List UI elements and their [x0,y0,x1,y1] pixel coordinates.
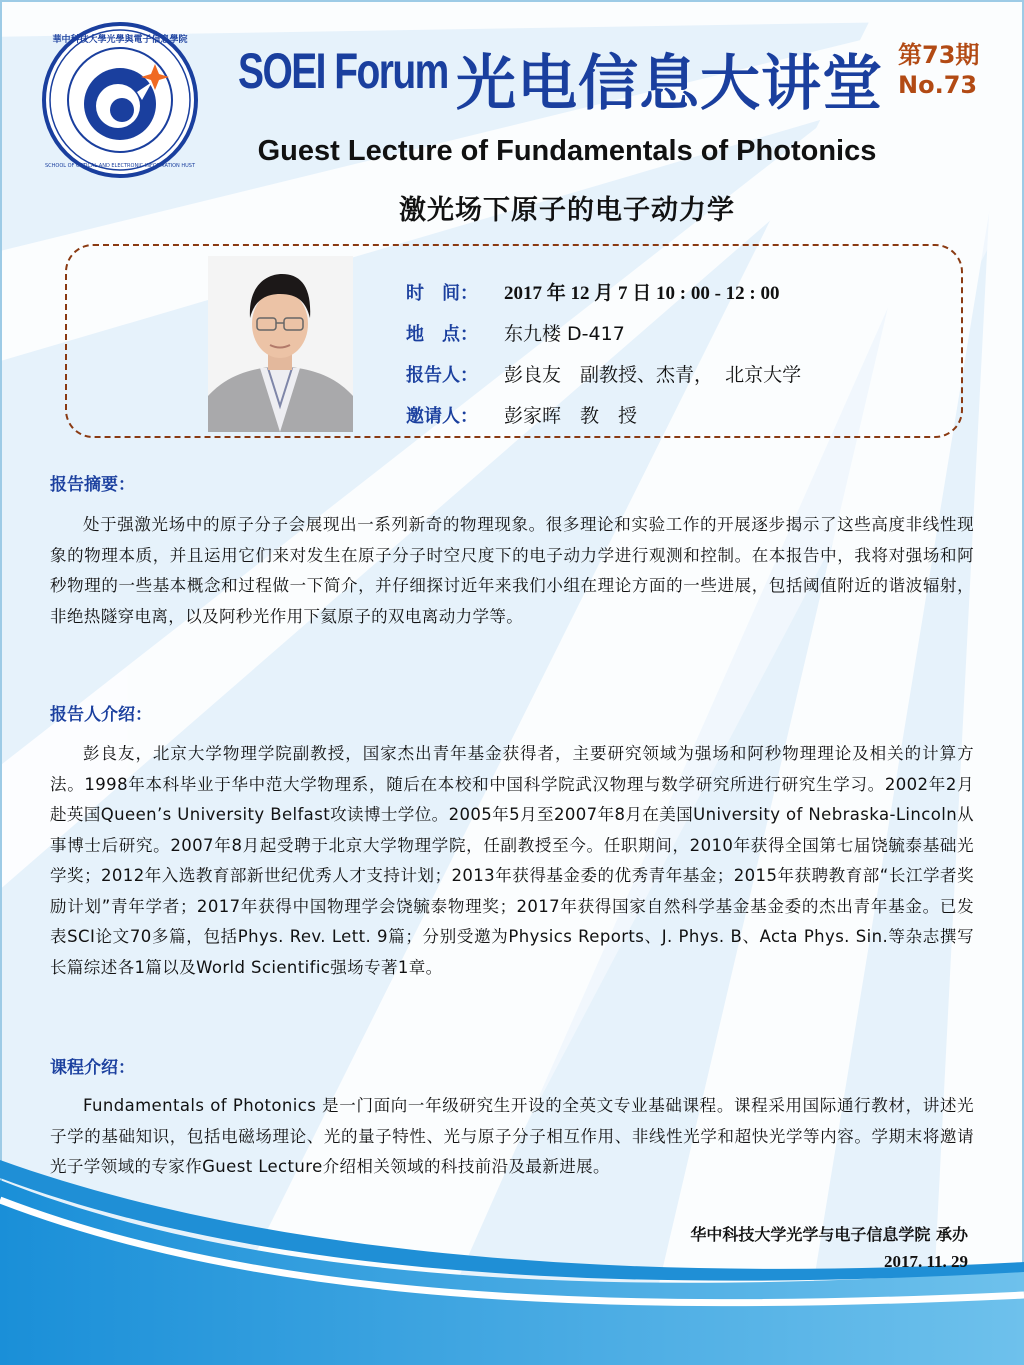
host-label: 邀请人： [406,405,478,427]
speaker-photo [208,256,353,432]
course-intro-heading: 课程介绍： [50,1058,135,1078]
location-label: 地 点： [406,323,478,345]
abstract-heading: 报告摘要： [50,475,135,495]
lecture-title: 激光场下原子的电子动力学 [399,195,735,226]
issue-number [898,40,979,100]
time-value: 2017 年 12 月 7 日 10 : 00 - 12 : 00 [504,283,780,304]
time-label: 时 间： [406,282,478,304]
speaker-label: 报告人： [406,364,478,386]
forum-name-cn: 光电信息大讲堂 [456,49,883,119]
notice-date: 2017. 11. 29 [883,1252,968,1271]
speaker-bio-heading: 报告人介绍： [50,705,152,725]
host-value: 彭家晖 教 授 [504,405,638,427]
issue-number-en: No.73 [898,71,978,99]
issue-number-cn: 第73期 [898,41,980,69]
info-row-time [406,271,801,312]
speaker-value: 彭良友 副教授、杰青， 北京大学 [504,364,802,386]
svg-text:SCHOOL OF OPTICAL AND ELECTRON: SCHOOL OF OPTICAL AND ELECTRONIC INFORMATION HUST [44,163,196,169]
lecture-info [406,271,801,435]
svg-text:華中科技大學光學與電子信息學院: 華中科技大學光學與電子信息學院 [52,35,188,45]
lecture-series-title: Guest Lecture of Fundamentals of Photonics [257,135,877,167]
organizer: 华中科技大学光学与电子信息学院 承办 [690,1225,968,1244]
course-intro-text: Fundamentals of Photonics 是一门面向一年级研究生开设的全英文专业基础课程。课程采用国际通行教材，讲述光子学的基础知识，包括电磁场理论、光的量子特性、光与原子分子相互作用、非线性光学和超快光学等内容。学期末将邀请光子学领域的专家作Guest Lecture介绍相关领域的科技前沿及最新进展。 [50,1096,974,1176]
info-row-host [406,394,801,435]
forum-name-en: SOEI Forum [238,43,448,99]
abstract-text: 处于强激光场中的原子分子会展现出一系列新奇的物理现象。很多理论和实验工作的开展逐步揭示了这些高度非线性现象的物理本质，并且运用它们来对发生在原子分子时空尺度下的电子动力学进行观测和控制。在本报告中，我将对强场和阿秒物理的一些基本概念和过程做一下简介，并仔细探讨近年来我们小组在理论方面的一些进展，包括阈值附近的谐波辐射，非绝热隧穿电离，以及阿秒光作用下氦原子的双电离动力学等。 [50,515,974,626]
speaker-bio-text: 彭良友，北京大学物理学院副教授，国家杰出青年基金获得者，主要研究领域为强场和阿秒物理理论及相关的计算方法。1998年本科毕业于华中范大学物理系，随后在本校和中国科学院武汉物理与数学研究所进行研究生学习。2002年2月赴英国Queen’s University Belfast攻读博士学位。2005年5月至2007年8月在美国University of Nebraska-Lincoln从事博士后研究。2007年8月起受聘于北京大学物理学院，任副教授至今。任职期间，2010年获得全国第七届饶毓泰基础光学奖；2012年入选教育部新世纪优秀人才支持计划；2013年获得基金委的优秀青年基金；2015年获聘教育部“长江学者奖励计划”青年学者；2017年获得中国物理学会饶毓泰物理奖；2017年获得国家自然科学基金基金委的杰出青年基金。已发表SCI论文70多篇，包括Phys. Rev. Lett. 9篇；分别受邀为Physics Reports、J. Phys. B、Acta Phys. Sin.等杂志撰写长篇综述各1篇以及World Scientific强场专著1章。 [50,744,974,977]
location-value: 东九楼 D-417 [504,323,625,345]
info-row-speaker [406,353,801,394]
info-row-location [406,312,801,353]
